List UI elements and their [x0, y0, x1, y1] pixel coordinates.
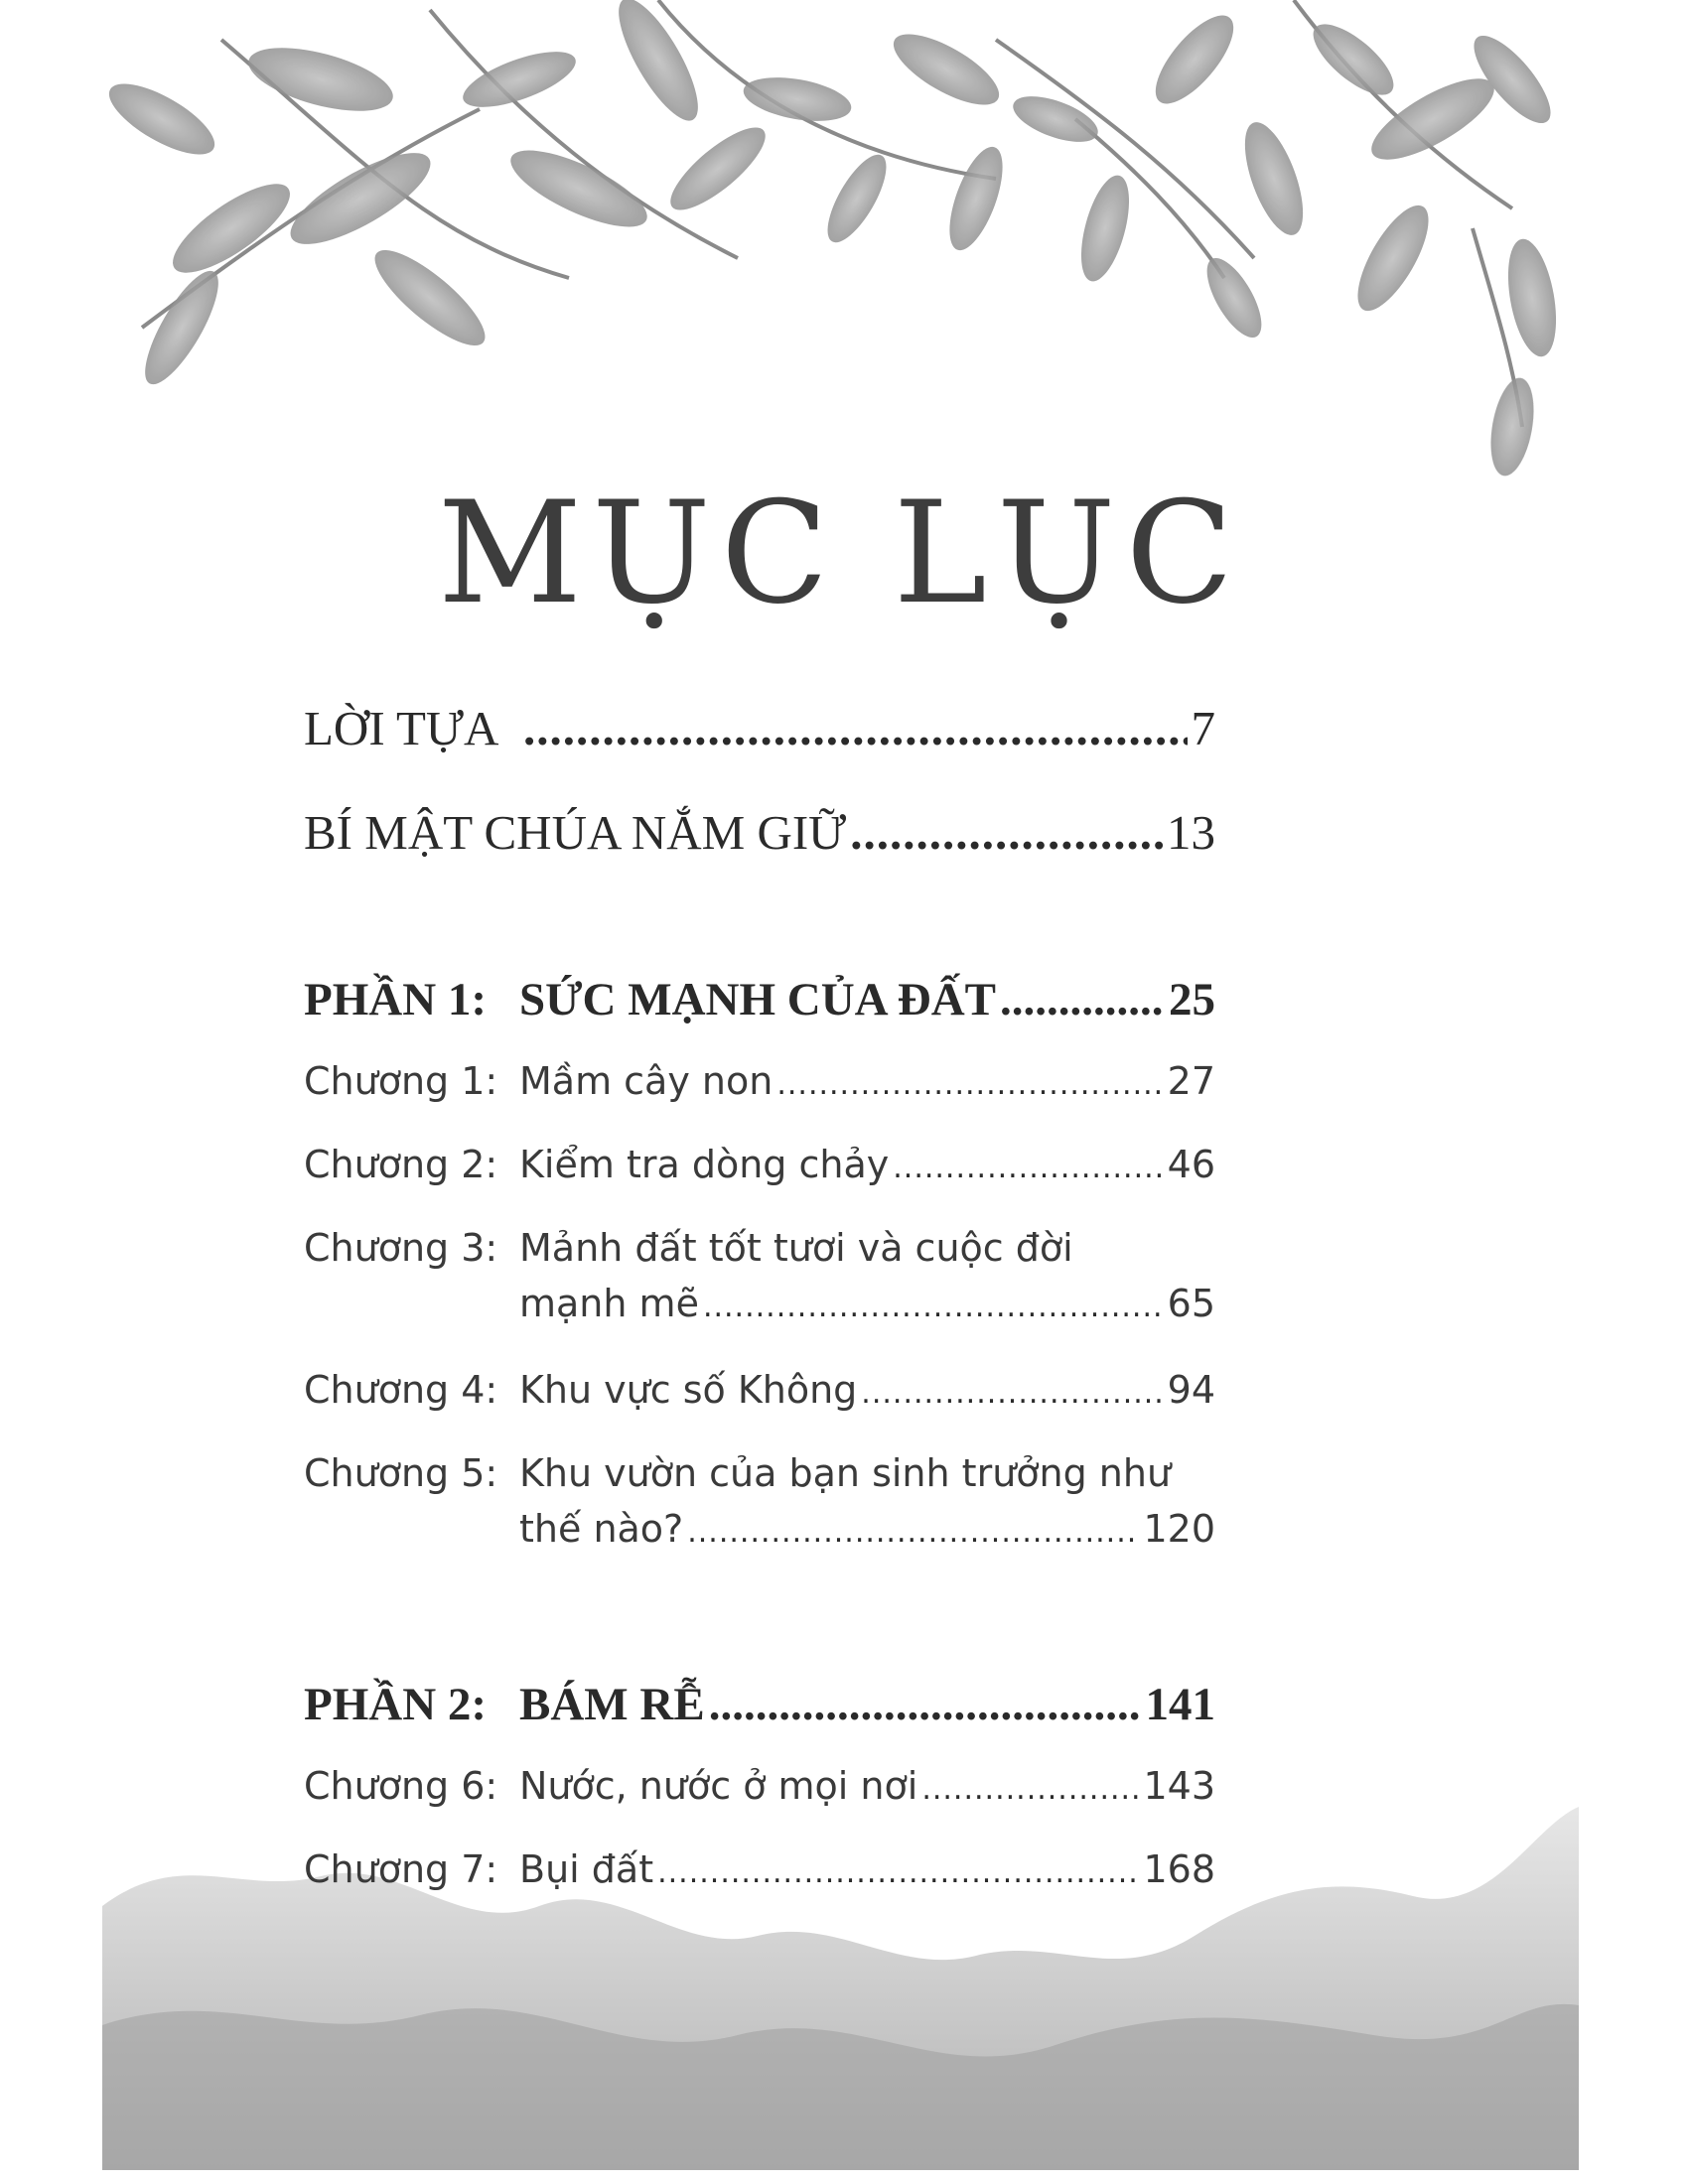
toc-page-number: 143	[1143, 1764, 1215, 1808]
toc-part-1[interactable]	[304, 973, 1215, 1032]
dot-leader	[709, 1678, 1142, 1731]
toc-page-number: 25	[1169, 974, 1215, 1025]
dot-leader	[657, 1855, 1139, 1890]
watercolor-wash-bottom	[102, 1787, 1579, 2170]
chapter-label: Chương 2:	[304, 1143, 498, 1186]
chapter-title: Nước, nước ở mọi nơi	[519, 1764, 918, 1808]
chapter-title-continued: mạnh mẽ	[519, 1282, 699, 1325]
toc-page-number: 120	[1143, 1507, 1215, 1551]
toc-chapter[interactable]	[304, 1226, 1215, 1345]
chapter-title: Kiểm tra dòng chảy	[519, 1143, 890, 1186]
toc-page-number: 168	[1143, 1847, 1215, 1891]
toc-chapter[interactable]	[304, 1143, 1215, 1202]
part-title: BÁM RỄ	[519, 1679, 705, 1730]
dot-leader	[1000, 973, 1165, 1026]
toc-chapter[interactable]	[304, 1847, 1215, 1907]
dot-leader	[687, 1515, 1139, 1550]
part-label: PHẦN 2:	[304, 1679, 488, 1730]
toc-entry[interactable]	[304, 700, 1215, 759]
chapter-title-continued: thế nào?	[519, 1507, 684, 1551]
toc-chapter[interactable]	[304, 1451, 1215, 1570]
dot-leader	[921, 1772, 1139, 1807]
chapter-label: Chương 1:	[304, 1059, 498, 1103]
chapter-label: Chương 6:	[304, 1764, 498, 1808]
dot-leader	[850, 804, 1163, 861]
toc-page-number: 13	[1167, 805, 1215, 860]
chapter-title: Khu vực số Không	[519, 1368, 858, 1412]
dot-leader	[776, 1067, 1163, 1102]
chapter-label: Chương 4:	[304, 1368, 498, 1412]
part-label: PHẦN 1:	[304, 974, 488, 1025]
toc-part-2[interactable]	[304, 1678, 1215, 1737]
chapter-title: Mảnh đất tốt tươi và cuộc đời	[519, 1226, 1073, 1270]
chapter-label: Chương 7:	[304, 1847, 498, 1891]
toc-page-number: 94	[1167, 1368, 1215, 1412]
toc-chapter[interactable]	[304, 1764, 1215, 1824]
toc-chapter[interactable]	[304, 1368, 1215, 1428]
toc-page-number: 7	[1191, 701, 1215, 755]
chapter-title: Khu vườn của bạn sinh trưởng như	[519, 1451, 1172, 1495]
toc-chapter[interactable]	[304, 1059, 1215, 1119]
toc-entry-title: BÍ MẬT CHÚA NẮM GIỮ	[304, 805, 847, 860]
dot-leader	[893, 1151, 1163, 1185]
page-title: MỤC LỤC	[437, 472, 1244, 636]
dot-leader	[861, 1376, 1163, 1411]
toc-page-number: 27	[1167, 1059, 1215, 1103]
toc-page-number: 141	[1145, 1679, 1215, 1730]
toc-entry-title: LỜI TỰA	[304, 701, 499, 755]
dot-leader	[523, 700, 1188, 756]
chapter-label: Chương 5:	[304, 1451, 498, 1495]
toc-entry[interactable]	[304, 804, 1215, 864]
toc-page-number: 46	[1167, 1143, 1215, 1186]
toc-page-number: 65	[1167, 1282, 1215, 1325]
dot-leader	[703, 1290, 1164, 1324]
chapter-label: Chương 3:	[304, 1226, 498, 1270]
chapter-title: Bụi đất	[519, 1847, 654, 1891]
chapter-title: Mầm cây non	[519, 1059, 774, 1103]
part-title: SỨC MẠNH CỦA ĐẤT	[519, 974, 997, 1025]
